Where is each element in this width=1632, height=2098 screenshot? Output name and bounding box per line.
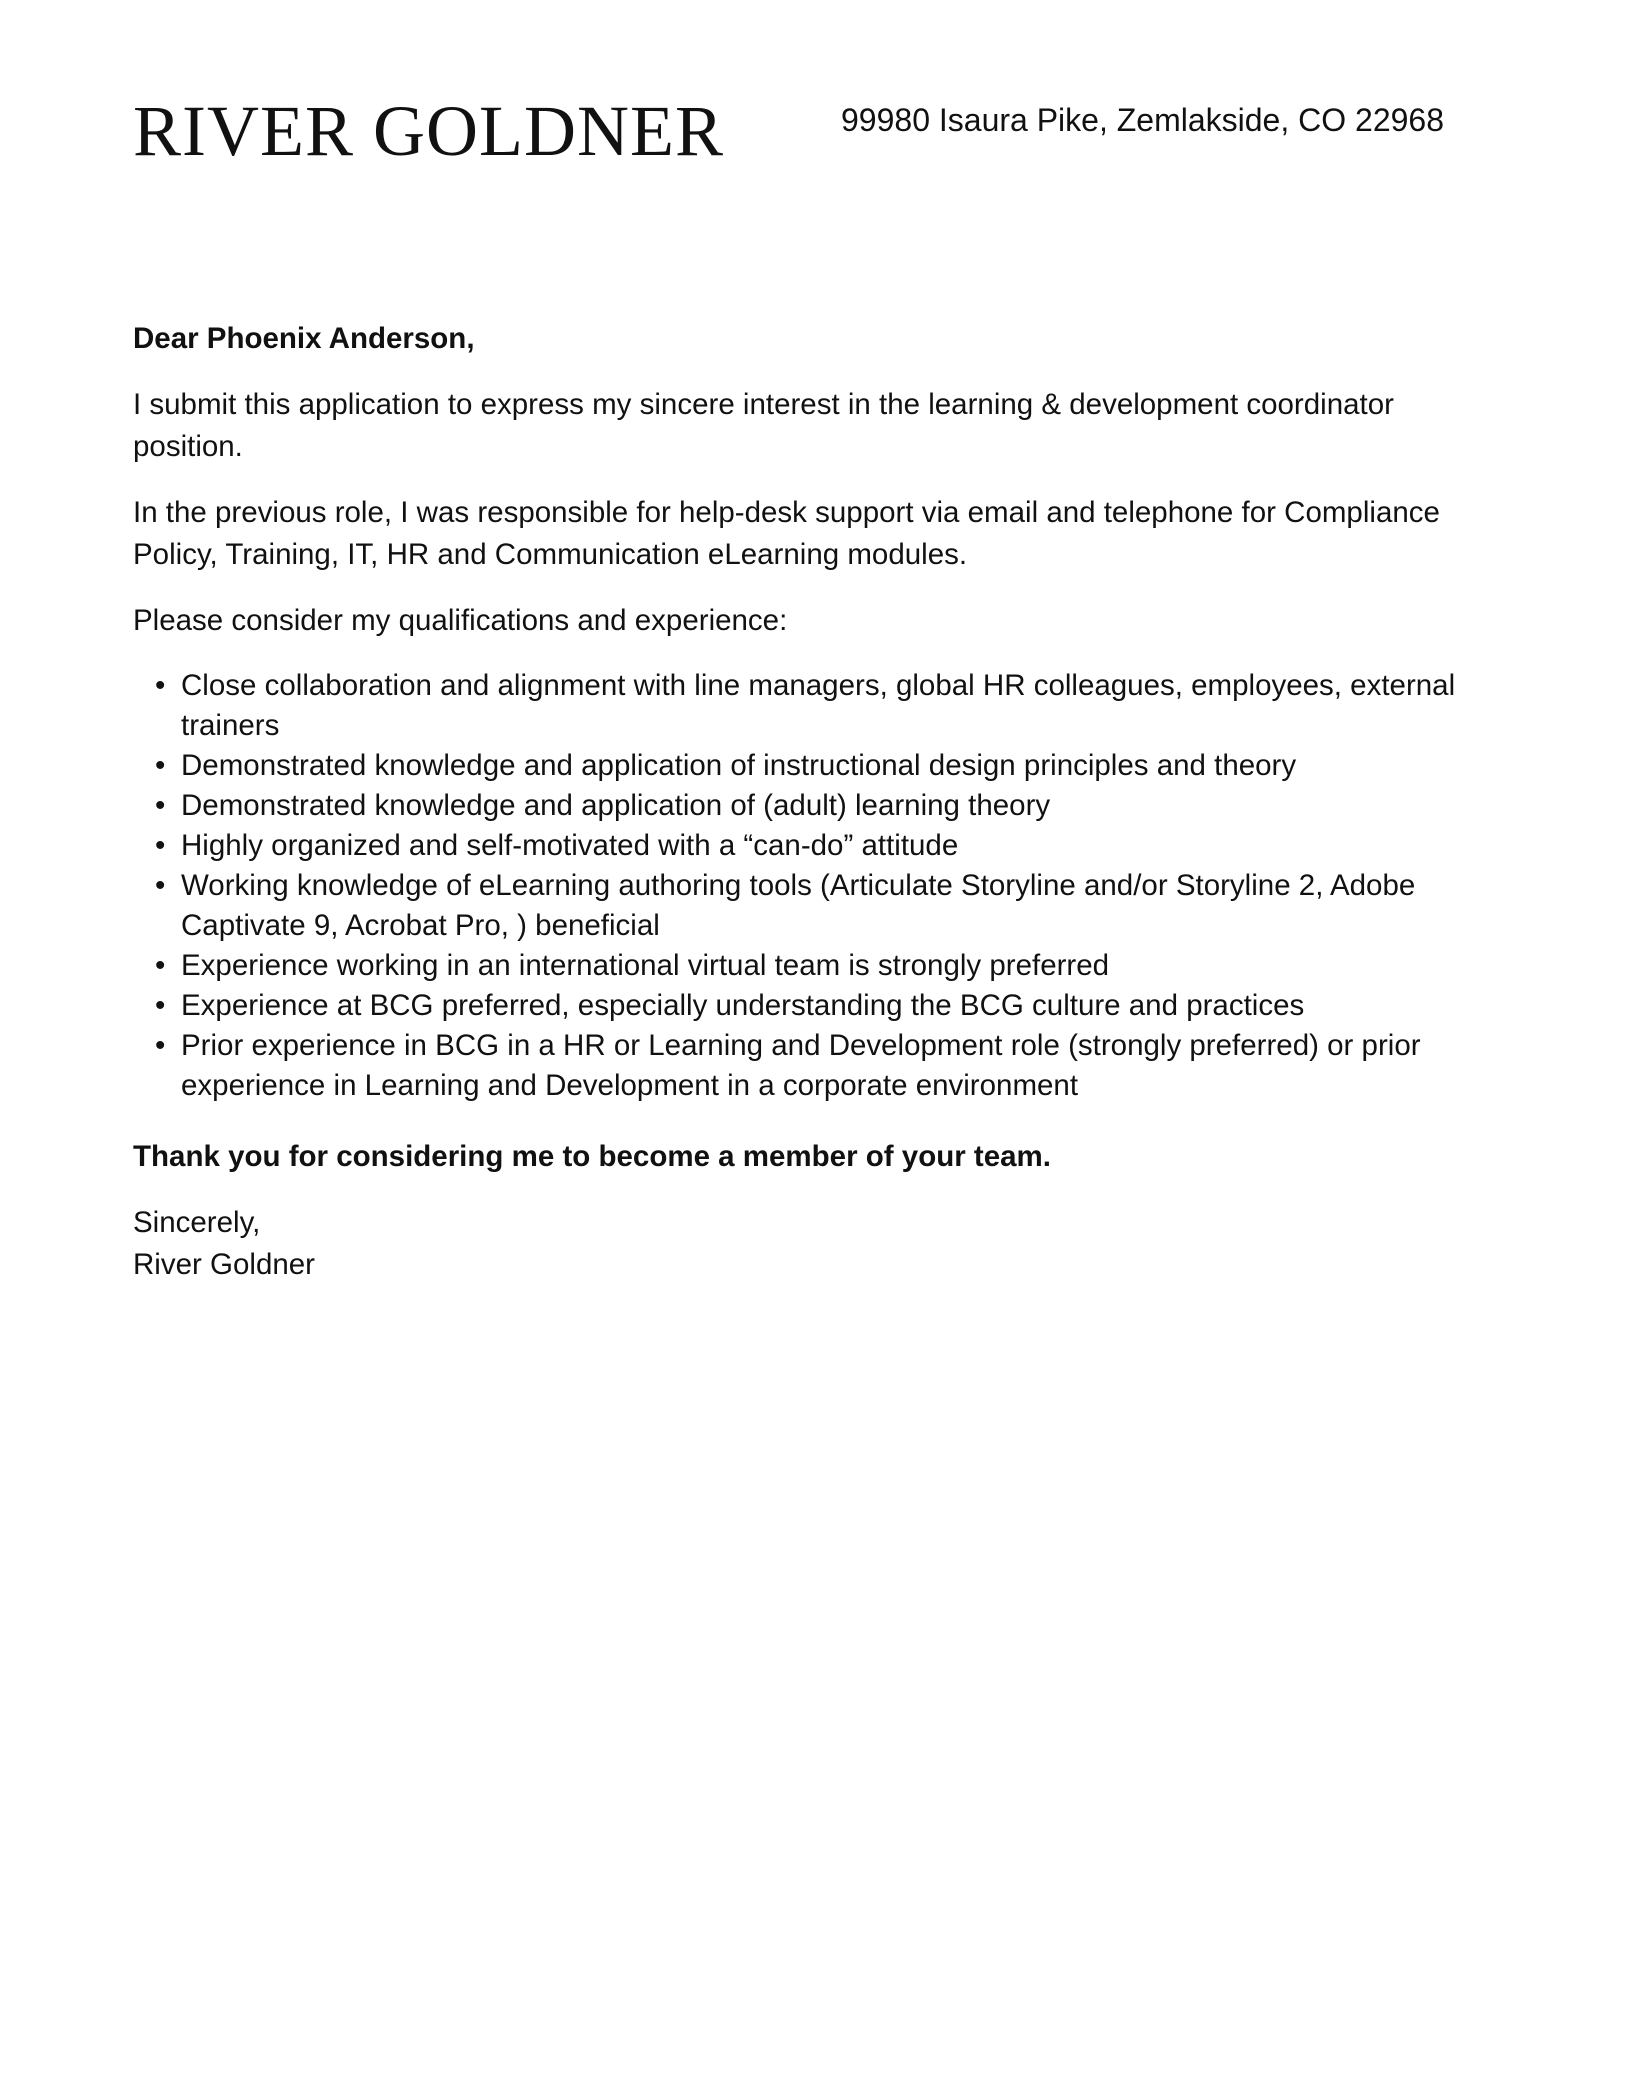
letter-header — [133, 86, 1503, 176]
signature-name: River Goldner — [133, 1248, 315, 1281]
closing-paragraph: Thank you for considering me to become a member of your team. — [133, 1140, 1051, 1173]
list-item-text: Highly organized and self-motivated with a “can-do” attitude — [181, 829, 959, 862]
list-item — [155, 786, 1503, 826]
bullet-icon: • — [155, 789, 166, 822]
qualifications-list — [133, 666, 1503, 1106]
list-item-text: Demonstrated knowledge and application of (adult) learning theory — [181, 789, 1051, 822]
list-item — [155, 826, 1503, 866]
list-item-text: Experience working in an international virtual team is strongly preferred — [181, 949, 1110, 982]
applicant-address: 99980 Isaura Pike, Zemlakside, CO 22968 — [841, 102, 1444, 138]
bullet-icon: • — [155, 669, 166, 702]
bullet-icon: • — [155, 869, 166, 902]
applicant-name: RIVER GOLDNER — [133, 91, 724, 171]
letter-body — [133, 318, 1503, 1286]
bullet-icon: • — [155, 989, 166, 1022]
list-item — [155, 1026, 1503, 1106]
list-item-text: Prior experience in BCG in a HR or Learning and Development role (strongly preferred) or prior experience in Learning and Development in a corporate environment — [181, 1029, 1421, 1102]
list-item — [155, 666, 1503, 746]
bullet-icon: • — [155, 1029, 166, 1062]
list-item — [155, 866, 1503, 946]
list-item — [155, 986, 1503, 1026]
list-item-text: Demonstrated knowledge and application of instructional design principles and theory — [181, 749, 1297, 782]
salutation: Dear Phoenix Anderson, — [133, 322, 475, 355]
list-item — [155, 746, 1503, 786]
signoff: Sincerely, — [133, 1206, 261, 1239]
qualifications-intro: Please consider my qualifications and experience: — [133, 604, 788, 637]
list-item-text: Experience at BCG preferred, especially understanding the BCG culture and practices — [181, 989, 1305, 1022]
list-item-text: Close collaboration and alignment with line managers, global HR colleagues, employees, external trainers — [181, 669, 1456, 742]
list-item — [155, 946, 1503, 986]
list-item-text: Working knowledge of eLearning authoring tools (Articulate Storyline and/or Storyline 2, Adobe Captivate 9, Acrobat Pro, ) beneficial — [181, 869, 1416, 942]
previous-role-paragraph: In the previous role, I was responsible for help-desk support via email and telephone for Compliance Policy, Training, IT, HR and Communication eLearning modules. — [133, 496, 1440, 571]
bullet-icon: • — [155, 829, 166, 862]
intro-paragraph: I submit this application to express my sincere interest in the learning & development coordinator position. — [133, 388, 1394, 463]
bullet-icon: • — [155, 949, 166, 982]
bullet-icon: • — [155, 749, 166, 782]
